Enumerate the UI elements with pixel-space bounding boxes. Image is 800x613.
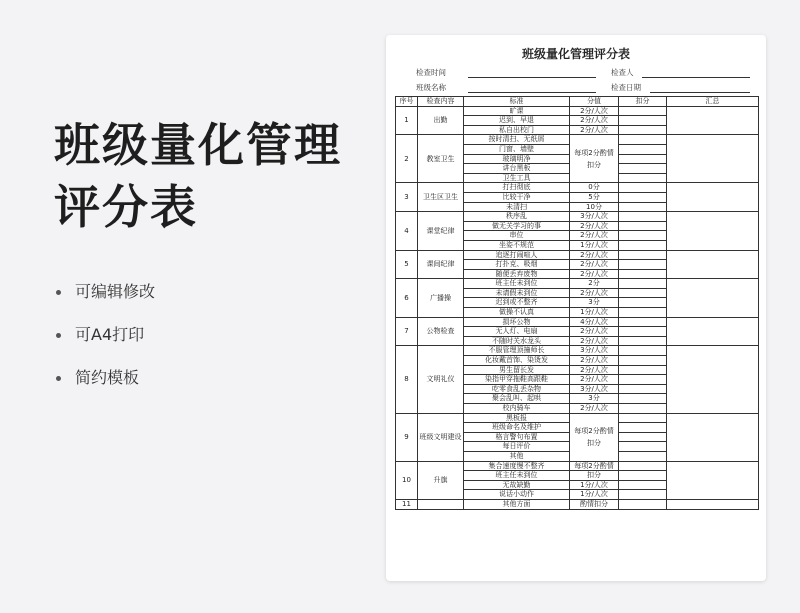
- header-score: 分值: [570, 97, 619, 107]
- deduction-cell[interactable]: [619, 384, 667, 394]
- standard-cell: 秩序乱: [464, 212, 570, 222]
- standard-cell: 班主任未到位: [464, 471, 570, 481]
- deduction-cell[interactable]: [619, 317, 667, 327]
- standard-cell: 玻璃明净: [464, 154, 570, 164]
- score-value-cell: 3分/人次: [570, 384, 619, 394]
- standard-cell: 做操不认真: [464, 308, 570, 318]
- deduction-cell[interactable]: [619, 327, 667, 337]
- row-number: 11: [396, 499, 418, 509]
- row-number: 6: [396, 279, 418, 317]
- standard-cell: 无人灯、电扇: [464, 327, 570, 337]
- inspector-field[interactable]: [642, 77, 750, 78]
- check-time-field[interactable]: [468, 77, 596, 78]
- score-table-body: [396, 106, 759, 509]
- score-value-cell: 1分/人次: [570, 308, 619, 318]
- score-value-cell: 3分: [570, 298, 619, 308]
- table-row: [396, 499, 759, 509]
- standard-cell: 染指甲穿拖鞋高跟鞋: [464, 375, 570, 385]
- score-value-cell: 2分/人次: [570, 365, 619, 375]
- score-value-cell: 2分/人次: [570, 269, 619, 279]
- feature-list: [56, 282, 155, 411]
- score-value-cell: 2分/人次: [570, 404, 619, 414]
- check-time-label: 检查时间: [416, 68, 446, 77]
- deduction-cell[interactable]: [619, 250, 667, 260]
- standard-cell: 损坏公物: [464, 317, 570, 327]
- deduction-cell[interactable]: [619, 260, 667, 270]
- deduction-cell[interactable]: [619, 423, 667, 433]
- header-content: 检查内容: [418, 97, 464, 107]
- summary-cell[interactable]: [667, 317, 759, 346]
- summary-cell[interactable]: [667, 250, 759, 279]
- deduction-cell[interactable]: [619, 269, 667, 279]
- score-table: [395, 96, 759, 510]
- deduction-cell[interactable]: [619, 183, 667, 193]
- summary-cell[interactable]: [667, 499, 759, 509]
- deduction-cell[interactable]: [619, 432, 667, 442]
- standard-cell: 旷课: [464, 106, 570, 116]
- standard-cell: 比较干净: [464, 192, 570, 202]
- row-number: 3: [396, 183, 418, 212]
- standard-cell: 串位: [464, 231, 570, 241]
- check-item: 课间纪律: [418, 250, 464, 279]
- standard-cell: 每日评价: [464, 442, 570, 452]
- deduction-cell[interactable]: [619, 106, 667, 116]
- standard-cell: 迟到或不整齐: [464, 298, 570, 308]
- standard-cell: 格言警句布置: [464, 432, 570, 442]
- deduction-cell[interactable]: [619, 173, 667, 183]
- standard-cell: 化妆戴首饰、染烫发: [464, 356, 570, 366]
- deduction-cell[interactable]: [619, 451, 667, 461]
- page-title-line-1: 班级量化管理: [54, 118, 342, 172]
- inspector-label: 检查人: [611, 68, 634, 77]
- check-item: 教室卫生: [418, 135, 464, 183]
- deduction-cell[interactable]: [619, 471, 667, 481]
- standard-cell: 吃零食乱丢杂物: [464, 384, 570, 394]
- check-date-label: 检查日期: [611, 83, 641, 92]
- header-standard: 标准: [464, 97, 570, 107]
- standard-cell: 无故缺勤: [464, 480, 570, 490]
- table-row: [396, 461, 759, 471]
- score-sheet: [386, 35, 766, 581]
- deduction-cell[interactable]: [619, 192, 667, 202]
- score-value-cell: 酌情扣分: [570, 499, 619, 509]
- score-value-cell: 2分/人次: [570, 116, 619, 126]
- table-header-row: [396, 97, 759, 107]
- sheet-title: 班级量化管理评分表: [521, 47, 630, 61]
- standard-cell: 聚会乱叫、起哄: [464, 394, 570, 404]
- standard-cell: 私自出校门: [464, 125, 570, 135]
- header-no: 序号: [396, 97, 418, 107]
- score-value-cell: 2分/人次: [570, 288, 619, 298]
- deduction-cell[interactable]: [619, 212, 667, 222]
- score-value-cell: 1分/人次: [570, 240, 619, 250]
- standard-cell: 不服管理顶撞师长: [464, 346, 570, 356]
- standard-cell: 做无关学习的事: [464, 221, 570, 231]
- standard-cell: 不随时关水龙头: [464, 336, 570, 346]
- score-value-cell: 1分/人次: [570, 480, 619, 490]
- page-title-line-2: 评分表: [54, 180, 198, 234]
- check-item: 升旗: [418, 461, 464, 499]
- deduction-cell[interactable]: [619, 240, 667, 250]
- score-value-cell: 2分/人次: [570, 327, 619, 337]
- standard-cell: 校内骑车: [464, 404, 570, 414]
- summary-cell[interactable]: [667, 183, 759, 212]
- score-value-cell: 2分/人次: [570, 125, 619, 135]
- row-number: 2: [396, 135, 418, 183]
- deduction-cell[interactable]: [619, 365, 667, 375]
- score-value-cell: 3分/人次: [570, 346, 619, 356]
- page-title: [54, 114, 342, 238]
- standard-cell: 随便丢弃废物: [464, 269, 570, 279]
- standard-cell: 迟到、早退: [464, 116, 570, 126]
- check-item: 卫生区卫生: [418, 183, 464, 212]
- deduction-cell[interactable]: [619, 164, 667, 174]
- feature-label: 可编辑修改: [75, 282, 156, 301]
- deduction-cell[interactable]: [619, 144, 667, 154]
- standard-cell: 集合速度慢不整齐: [464, 461, 570, 471]
- score-value-cell: 1分/人次: [570, 490, 619, 500]
- deduction-cell[interactable]: [619, 499, 667, 509]
- deduction-cell[interactable]: [619, 125, 667, 135]
- table-row: [396, 413, 759, 423]
- standard-cell: 卫生工具: [464, 173, 570, 183]
- deduction-cell[interactable]: [619, 461, 667, 471]
- standard-cell: 班主任未到位: [464, 279, 570, 289]
- score-value-cell: 每项2分酌情扣分: [570, 413, 619, 461]
- deduction-cell[interactable]: [619, 480, 667, 490]
- standard-cell: 未请假未到位: [464, 288, 570, 298]
- row-number: 5: [396, 250, 418, 279]
- score-value-cell: 3分: [570, 394, 619, 404]
- table-row: [396, 317, 759, 327]
- score-value-cell: 10分: [570, 202, 619, 212]
- score-value-cell: 5分: [570, 192, 619, 202]
- score-value-cell: 2分/人次: [570, 356, 619, 366]
- deduction-cell[interactable]: [619, 231, 667, 241]
- score-value-cell: 0分: [570, 183, 619, 193]
- score-value-cell: 2分/人次: [570, 106, 619, 116]
- score-value-cell: 2分/人次: [570, 375, 619, 385]
- feature-label: 可A4打印: [75, 325, 145, 344]
- row-number: 4: [396, 212, 418, 250]
- standard-cell: 讲台黑板: [464, 164, 570, 174]
- class-name-label: 班级名称: [416, 83, 446, 92]
- check-item: 广播操: [418, 279, 464, 317]
- header-deduction: 扣分: [619, 97, 667, 107]
- deduction-cell[interactable]: [619, 490, 667, 500]
- row-number: 9: [396, 413, 418, 461]
- standard-cell: 追逐打闹喧人: [464, 250, 570, 260]
- score-value-cell: 2分/人次: [570, 336, 619, 346]
- standard-cell: 打扫彻底: [464, 183, 570, 193]
- row-number: 10: [396, 461, 418, 499]
- score-value-cell: 2分/人次: [570, 231, 619, 241]
- score-value-cell: 2分/人次: [570, 260, 619, 270]
- check-item: 课堂纪律: [418, 212, 464, 250]
- table-row: [396, 212, 759, 222]
- score-value-cell: 3分/人次: [570, 212, 619, 222]
- score-value-cell: 扣分: [570, 471, 619, 481]
- summary-cell[interactable]: [667, 212, 759, 250]
- feature-item: [56, 325, 155, 368]
- standard-cell: 门窗、墙壁: [464, 144, 570, 154]
- score-value-cell: 4分/人次: [570, 317, 619, 327]
- bullet-dot-icon: [56, 376, 61, 381]
- table-row: [396, 135, 759, 145]
- standard-cell: 黑板报: [464, 413, 570, 423]
- table-row: [396, 250, 759, 260]
- table-row: [396, 106, 759, 116]
- feature-item: [56, 282, 155, 325]
- bullet-dot-icon: [56, 333, 61, 338]
- summary-cell[interactable]: [667, 106, 759, 135]
- score-value-cell: 每项2分酌情扣分: [570, 135, 619, 183]
- row-number: 7: [396, 317, 418, 346]
- check-item: 班级文明建设: [418, 413, 464, 461]
- standard-cell: 按时清扫、无纸屑: [464, 135, 570, 145]
- summary-cell[interactable]: [667, 413, 759, 461]
- score-value-cell: 2分/人次: [570, 250, 619, 260]
- summary-cell[interactable]: [667, 461, 759, 499]
- deduction-cell[interactable]: [619, 413, 667, 423]
- standard-cell: 打扑克、吸烟: [464, 260, 570, 270]
- deduction-cell[interactable]: [619, 154, 667, 164]
- standard-cell: 未清扫: [464, 202, 570, 212]
- check-item: 公物检查: [418, 317, 464, 346]
- score-value-cell: 2分: [570, 279, 619, 289]
- deduction-cell[interactable]: [619, 375, 667, 385]
- deduction-cell[interactable]: [619, 442, 667, 452]
- deduction-cell[interactable]: [619, 298, 667, 308]
- deduction-cell[interactable]: [619, 288, 667, 298]
- standard-cell: 男生留长发: [464, 365, 570, 375]
- check-item: 出勤: [418, 106, 464, 135]
- table-row: [396, 183, 759, 193]
- bullet-dot-icon: [56, 290, 61, 295]
- row-number: 1: [396, 106, 418, 135]
- deduction-cell[interactable]: [619, 221, 667, 231]
- standard-cell: 坐姿不规范: [464, 240, 570, 250]
- deduction-cell[interactable]: [619, 135, 667, 145]
- score-value-cell: 2分/人次: [570, 221, 619, 231]
- standard-cell: 说话小动作: [464, 490, 570, 500]
- summary-cell[interactable]: [667, 279, 759, 317]
- check-item: [418, 499, 464, 509]
- deduction-cell[interactable]: [619, 116, 667, 126]
- deduction-cell[interactable]: [619, 279, 667, 289]
- deduction-cell[interactable]: [619, 394, 667, 404]
- table-row: [396, 279, 759, 289]
- deduction-cell[interactable]: [619, 346, 667, 356]
- score-value-cell: 每项2分酌情: [570, 461, 619, 471]
- class-name-field[interactable]: [468, 92, 596, 93]
- header-summary: 汇总: [667, 97, 759, 107]
- check-date-field[interactable]: [650, 92, 750, 93]
- deduction-cell[interactable]: [619, 336, 667, 346]
- summary-cell[interactable]: [667, 346, 759, 413]
- feature-label: 简约模板: [75, 368, 140, 387]
- feature-item: [56, 368, 155, 411]
- check-item: 文明礼仪: [418, 346, 464, 413]
- deduction-cell[interactable]: [619, 202, 667, 212]
- deduction-cell[interactable]: [619, 308, 667, 318]
- standard-cell: 班级命名及维护: [464, 423, 570, 433]
- standard-cell: 其他: [464, 451, 570, 461]
- summary-cell[interactable]: [667, 135, 759, 183]
- row-number: 8: [396, 346, 418, 413]
- table-row: [396, 346, 759, 356]
- deduction-cell[interactable]: [619, 404, 667, 414]
- standard-cell: 其他方面: [464, 499, 570, 509]
- deduction-cell[interactable]: [619, 356, 667, 366]
